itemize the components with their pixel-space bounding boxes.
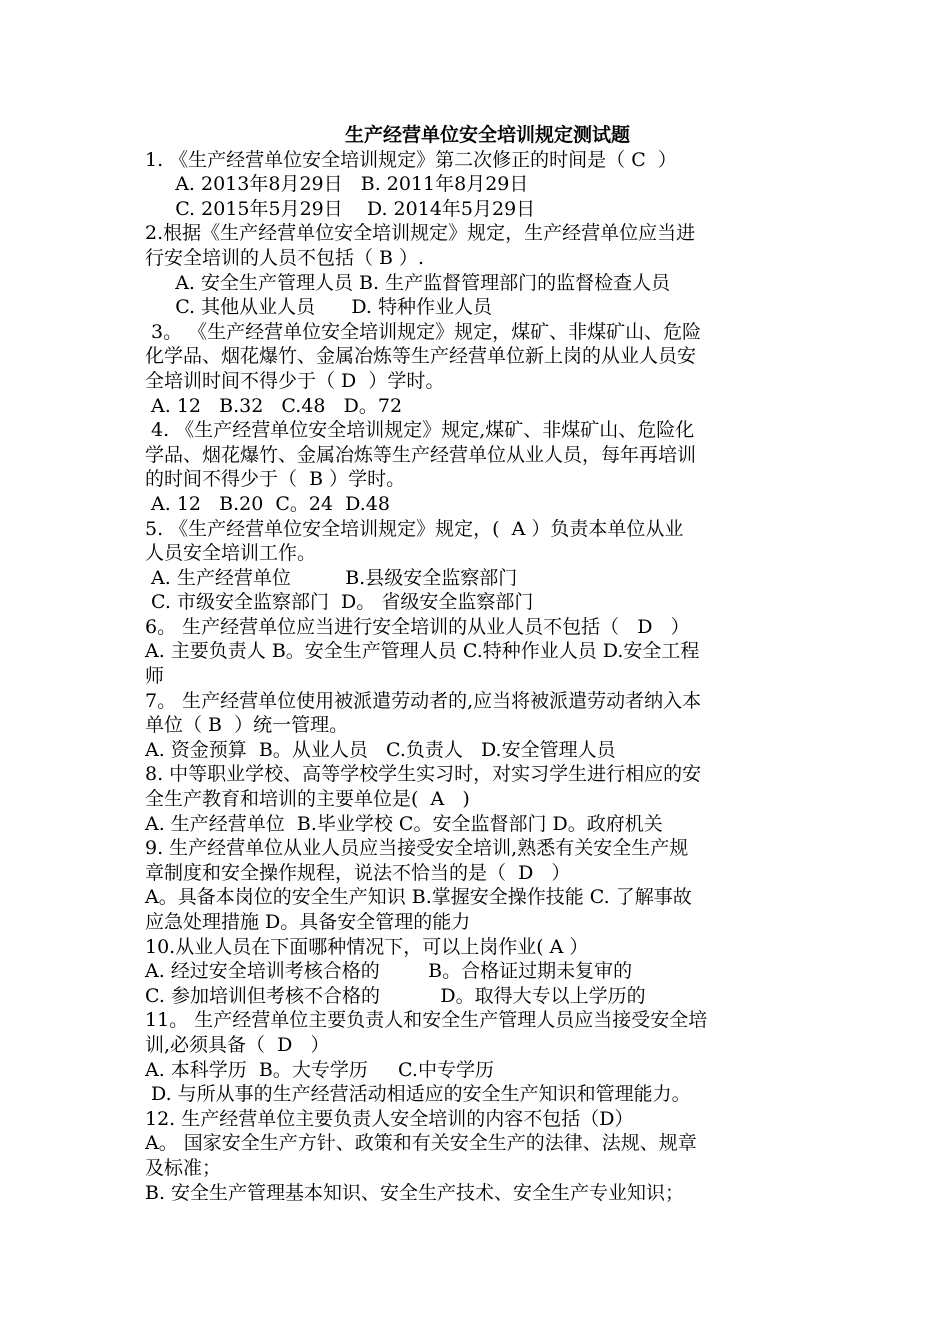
text-line: A. 本科学历 B。大专学历 C.中专学历 — [145, 1058, 494, 1081]
text-line: 章制度和安全操作规程，说法不恰当的是（ D ） — [145, 861, 571, 884]
text-line: 人员安全培训工作。 — [145, 542, 317, 565]
text-line: A。 国家安全生产方针、政策和有关安全生产的法律、法规、规章 — [145, 1132, 697, 1155]
text-line: A. 2013年8月29日 B. 2011年8月29日 — [145, 173, 529, 196]
text-line: 行安全培训的人员不包括（ B ）. — [145, 246, 425, 269]
text-line: 的时间不得少于（ B ）学时。 — [145, 468, 406, 491]
text-line: 4. 《生产经营单位安全培训规定》规定,煤矿、非煤矿山、危险化 — [145, 419, 695, 442]
text-line: 5. 《生产经营单位安全培训规定》规定，( A ）负责本单位从业 — [145, 517, 684, 540]
text-line: A。具备本岗位的安全生产知识 B.掌握安全操作技能 C. 了解事故 — [145, 886, 692, 909]
text-line: 全生产教育和培训的主要单位是( A ) — [145, 788, 470, 811]
text-line: A. 资金预算 B。从业人员 C.负责人 D.安全管理人员 — [145, 738, 616, 761]
text-line: A. 主要负责人 B。安全生产管理人员 C.特种作业人员 D.安全工程 — [145, 640, 700, 663]
document-title: 生产经营单位安全培训规定测试题 — [344, 124, 630, 146]
text-line: C. 2015年5月29日 D. 2014年5月29日 — [145, 197, 536, 220]
text-line: 2.根据《生产经营单位安全培训规定》规定，生产经营单位应当进 — [145, 222, 696, 245]
text-line: A. 生产经营单位 B.县级安全监察部门 — [145, 566, 518, 589]
text-line: C. 其他从业人员 D. 特种作业人员 — [145, 296, 493, 319]
text-line: 8. 中等职业学校、高等学校学生实习时，对实习学生进行相应的安 — [145, 763, 702, 786]
text-line: A. 12 B.32 C.48 D。72 — [145, 394, 403, 417]
text-line: 3。 《生产经营单位安全培训规定》规定，煤矿、非煤矿山、危险 — [145, 320, 702, 343]
text-line: 11。 生产经营单位主要负责人和安全生产管理人员应当接受安全培 — [145, 1009, 708, 1032]
text-line: 10.从业人员在下面哪种情况下，可以上岗作业( A ） — [145, 935, 589, 958]
text-line: C. 参加培训但考核不合格的 D。取得大专以上学历的 — [145, 984, 646, 1007]
question-text — [145, 148, 810, 1206]
text-line: 师 — [145, 665, 165, 688]
text-line: 12. 生产经营单位主要负责人安全培训的内容不包括（D） — [145, 1107, 634, 1130]
text-line: 9. 生产经营单位从业人员应当接受安全培训,熟悉有关安全生产规 — [145, 837, 689, 860]
text-line: 7。 生产经营单位使用被派遣劳动者的,应当将被派遣劳动者纳入本 — [145, 689, 702, 712]
text-line: 全培训时间不得少于（ D ）学时。 — [145, 369, 445, 392]
text-line: 单位（ B ）统一管理。 — [145, 714, 349, 737]
text-line: 化学品、烟花爆竹、金属冶炼等生产经营单位新上岗的从业人员安 — [145, 345, 697, 368]
text-line: D. 与所从事的生产经营活动相适应的安全生产知识和管理能力。 — [145, 1083, 691, 1106]
text-line: 应急处理措施 D。具备安全管理的能力 — [145, 911, 471, 933]
text-line: A. 经过安全培训考核合格的 B。合格证过期未复审的 — [145, 960, 633, 983]
text-line: B. 安全生产管理基本知识、安全生产技术、安全生产专业知识； — [145, 1181, 685, 1204]
text-line: 学品、烟花爆竹、金属冶炼等生产经营单位从业人员，每年再培训 — [145, 443, 697, 466]
text-line: A. 12 B.20 C。24 D.48 — [145, 492, 390, 515]
text-line: 及标准； — [145, 1156, 222, 1179]
text-line: C. 市级安全监察部门 D。 省级安全监察部门 — [145, 591, 534, 614]
text-line: 训,必须具备（ D ） — [145, 1033, 330, 1056]
text-line: A. 安全生产管理人员 B. 生产监督管理部门的监督检查人员 — [145, 271, 671, 294]
text-line: A. 生产经营单位 B.毕业学校 C。安全监督部门 D。政府机关 — [145, 812, 663, 835]
text-line: 1. 《生产经营单位安全培训规定》第二次修正的时间是（ C ） — [145, 148, 677, 171]
document-body — [145, 123, 810, 1205]
text-line: 6。 生产经营单位应当进行安全培训的从业人员不包括（ D ） — [145, 615, 690, 638]
